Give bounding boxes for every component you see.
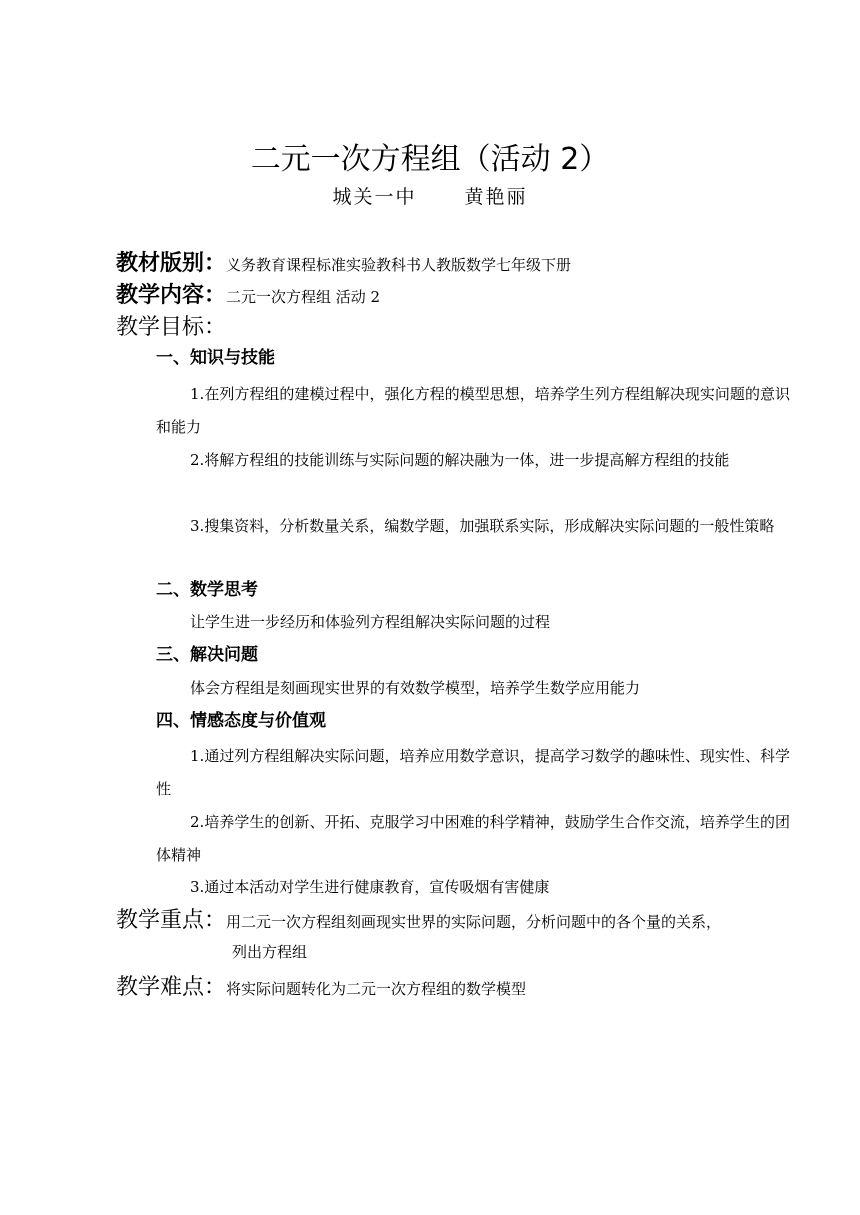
textbook-value: 义务教育课程标准实验教科书人教版数学七年级下册 [226,256,572,274]
difficulty-value: 将实际问题转化为二元一次方程组的数学模型 [226,980,527,998]
key-point-value-continued: 列出方程组 [232,943,308,961]
textbook-field [116,246,571,277]
byline [0,184,860,210]
content-label: 教学内容： [116,283,227,308]
objective-item: 1.在列方程组的建模过程中，强化方程的模型思想，培养学生列方程组解决现实问题的意识和能力 [156,385,790,436]
section-heading: 四、情感态度与价值观 [156,711,326,731]
section-heading: 二、数学思考 [156,580,258,600]
textbook-label: 教材版别： [116,251,227,276]
key-point-field [116,903,792,961]
section-heading: 一、知识与技能 [156,348,275,368]
document-title: 二元一次方程组（活动 2） [250,142,610,177]
objective-item: 3.搜集资料，分析数量关系，编数学题，加强联系实际，形成解决实际问题的一般性策略 [190,517,775,535]
objective-item: 让学生进一步经历和体验列方程组解决实际问题的过程 [190,613,551,631]
objective-item: 1.通过列方程组解决实际问题，培养应用数学意识，提高学习数学的趣味性、现实性、科学性 [156,747,790,798]
objective-item: 体会方程组是刻画现实世界的有效数学模型，培养学生数学应用能力 [190,679,641,697]
objective-item: 2.将解方程组的技能训练与实际问题的解决融为一体，进一步提高解方程组的技能 [190,451,730,469]
key-point-label: 教学重点： [116,908,227,933]
difficulty-field [116,970,526,1001]
section-heading: 三、解决问题 [156,645,258,665]
objective-item: 3.通过本活动对学生进行健康教育，宣传吸烟有害健康 [190,878,550,896]
objective-item: 2.培养学生的创新、开拓、克服学习中困难的科学精神，鼓励学生合作交流，培养学生的团体精神 [156,813,790,864]
school-name: 城关一中 [332,186,417,208]
key-point-value: 用二元一次方程组刻画现实世界的实际问题，分析问题中的各个量的关系， [226,913,722,931]
difficulty-label: 教学难点： [116,975,227,1000]
content-field [116,278,380,309]
content-value: 二元一次方程组 活动 2 [226,288,381,306]
author-name: 黄艳丽 [464,186,528,208]
objectives-field [116,310,226,341]
objectives-label: 教学目标： [116,315,227,340]
